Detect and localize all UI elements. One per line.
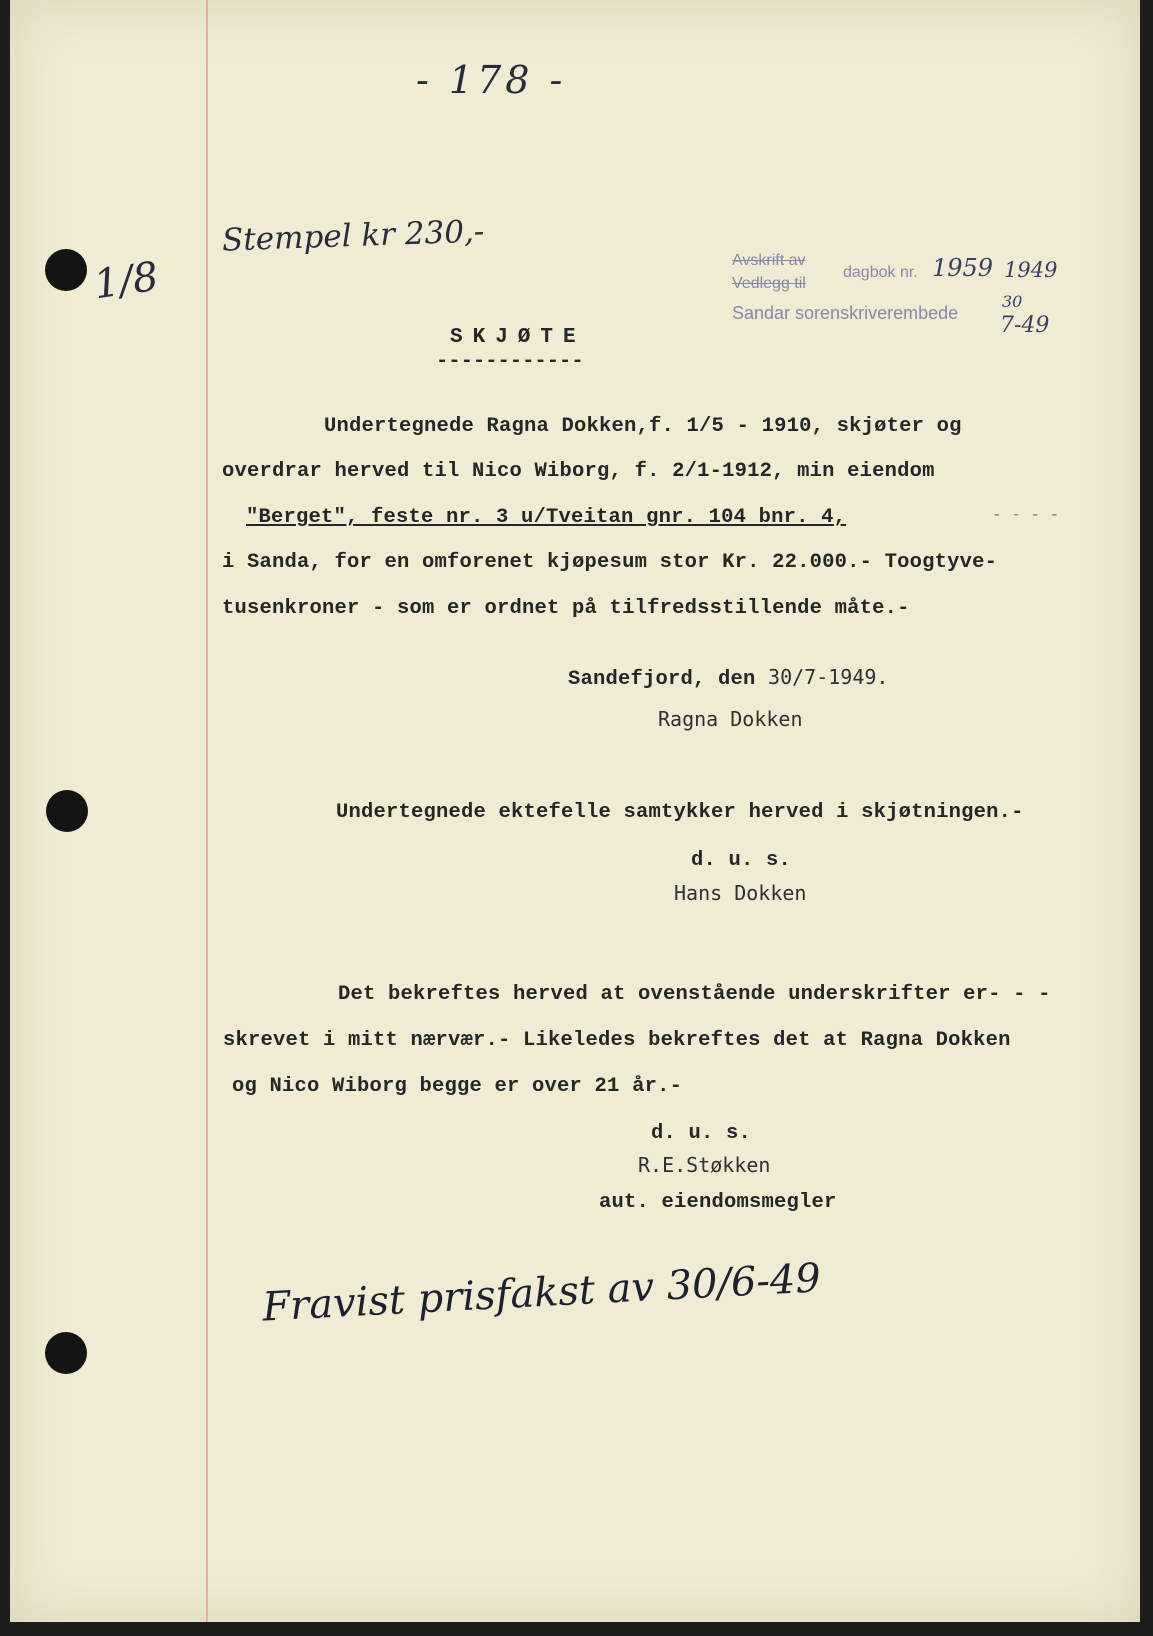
confirmation-line-3: og Nico Wiborg begge er over 21 år.- [232,1075,683,1098]
place-date [568,665,888,691]
stamp-line1: Avskrift av [732,252,806,269]
confirmation-dus: d. u. s. [651,1122,752,1145]
place-date-prefix: Sandefjord, den [568,668,769,691]
fee-note: Stempel kr 230,- [221,213,485,259]
punch-hole-bottom [45,1332,87,1374]
stamp-date-top: 30 [1002,292,1023,311]
margin-line [206,0,208,1622]
document-title: SKJØTE [450,326,586,349]
consent-text: Undertegnede ektefelle samtykker herved i skjøtningen.- [336,801,1024,824]
stamp-office: Sandar sorenskriverembede [732,303,959,323]
deed-signer: Ragna Dokken [658,707,803,731]
stamp-dagbok-nr: 1959 [932,254,994,282]
deed-line-4: i Sanda, for en omforenet kjøpesum stor Kr. 22.000.- Toogtyve- [222,551,998,574]
punch-hole-middle [46,790,88,832]
consent-dus: d. u. s. [691,849,792,872]
page-number: - 178 - [416,58,567,102]
deed-line-5: tusenkroner - som er ordnet på tilfredsstillende måte.- [222,597,910,620]
place-date-value: 30/7-1949. [768,665,889,689]
margin-initials: 1/8 [91,253,162,309]
consent-signer: Hans Dokken [674,881,807,905]
deed-line-2: overdrar herved til Nico Wiborg, f. 2/1-1912, min eiendom [222,460,935,483]
stamp-line2: Vedlegg til [732,275,806,292]
confirmation-title: aut. eiendomsmegler [599,1191,837,1214]
confirmation-signer: R.E.Støkken [638,1153,771,1177]
deed-line-1: Undertegnede Ragna Dokken,f. 1/5 - 1910, skjøter og [324,415,962,438]
deed-line-3: "Berget", feste nr. 3 u/Tveitan gnr. 104 bnr. 4, [246,506,847,529]
punch-hole-top [45,249,87,291]
stamp-line1-suffix: dagbok nr. [843,264,918,281]
deed-line-3-trailing: - - - - [992,506,1060,524]
confirmation-line-1: Det bekreftes herved at ovenstående underskrifter er- - - [338,983,1051,1006]
stamp-date-bottom: 7-49 [1000,313,1050,338]
document-page [10,0,1140,1622]
confirmation-line-2: skrevet i mitt nærvær.- Likeledes bekreftes det at Ragna Dokken [223,1029,1011,1052]
title-rule: ------------ [436,350,584,373]
footnote: Fravist prisfakst av 30/6-49 [261,1255,822,1331]
stamp-year: 1949 [1004,258,1058,282]
